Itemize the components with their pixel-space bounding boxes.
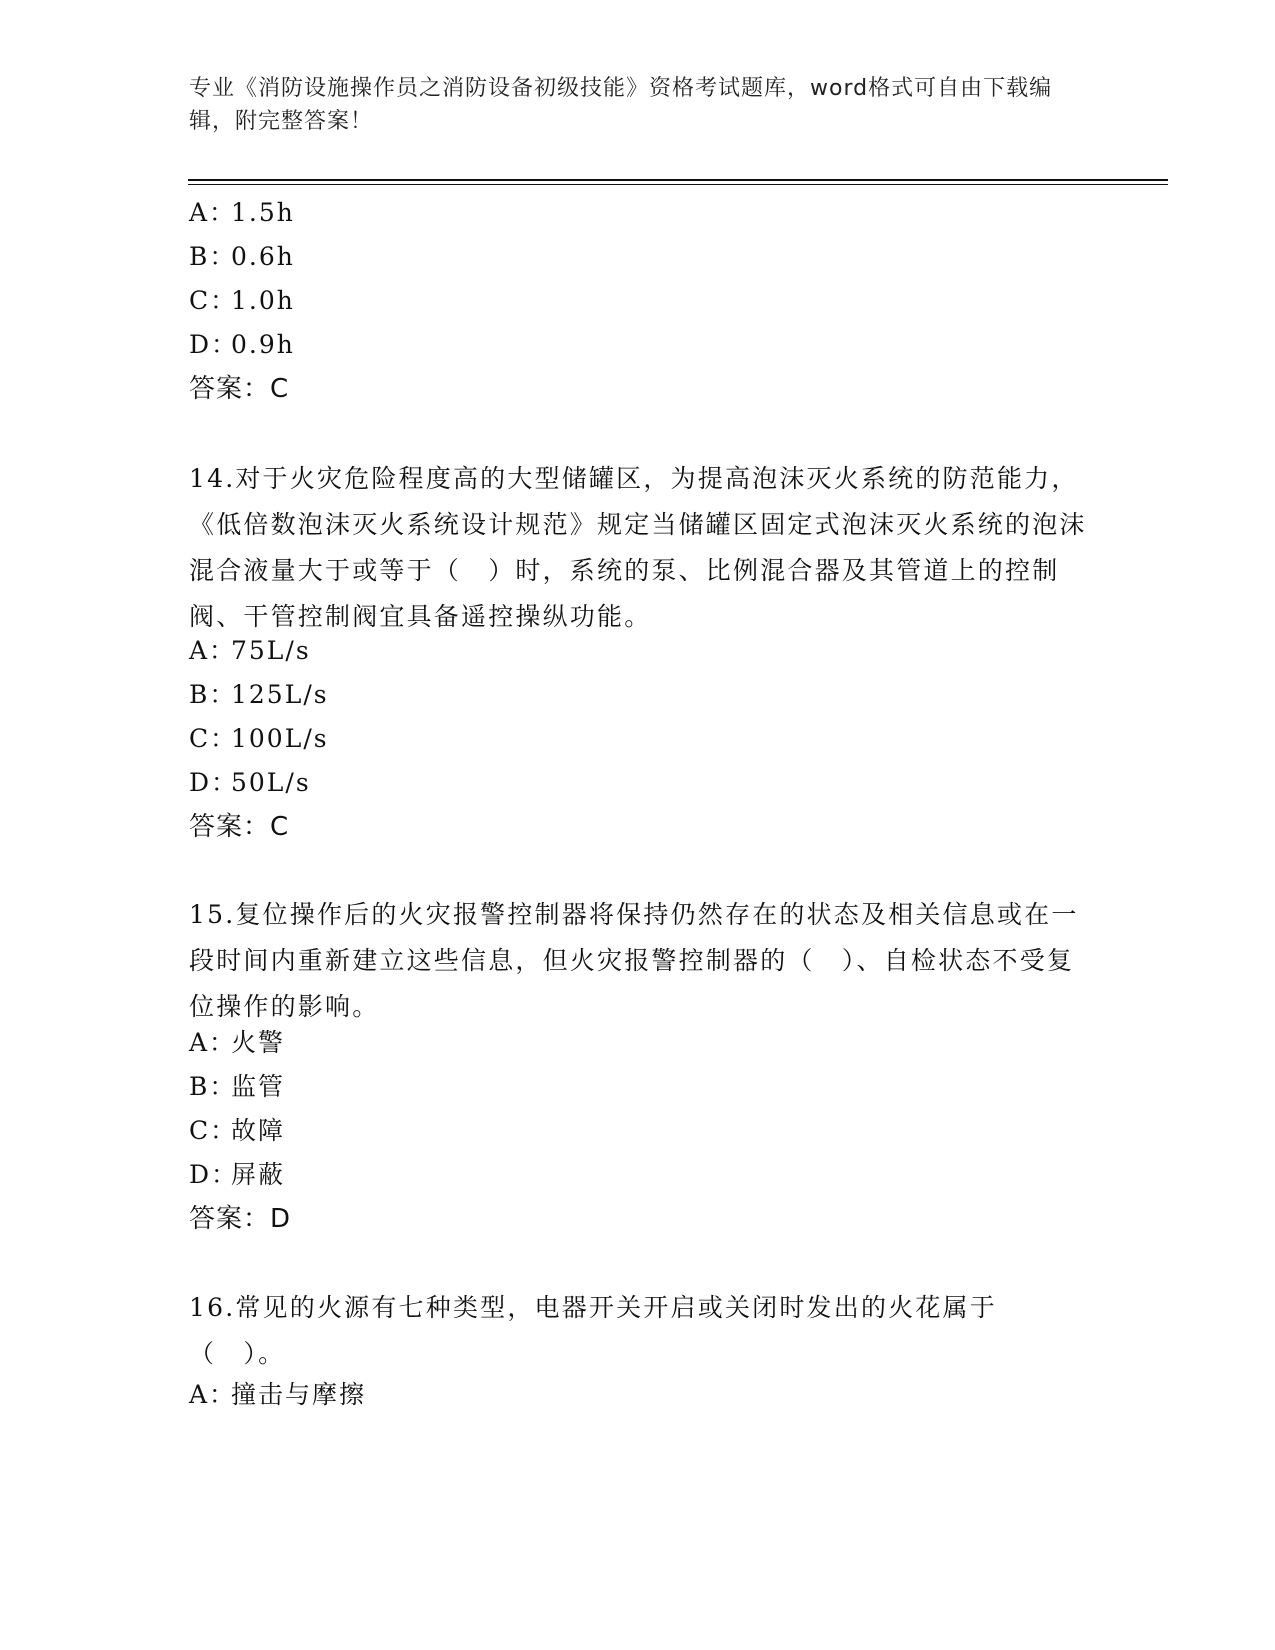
option-label: D： bbox=[189, 330, 239, 359]
option-label: C： bbox=[189, 724, 238, 753]
q14-option-a bbox=[189, 628, 311, 674]
option-text: 故障 bbox=[231, 1116, 286, 1145]
q15-option-b bbox=[189, 1064, 285, 1110]
q13-answer: 答案：C bbox=[189, 374, 290, 404]
q14-option-b bbox=[189, 672, 329, 718]
option-text: 1.5h bbox=[231, 198, 295, 227]
option-text: 撞击与摩擦 bbox=[231, 1380, 367, 1409]
q14-option-d bbox=[189, 760, 311, 806]
option-label: A： bbox=[189, 198, 237, 227]
q13-option-c bbox=[189, 278, 295, 324]
q14-option-c bbox=[189, 716, 329, 762]
header-divider-thick bbox=[188, 179, 1168, 181]
option-text: 75L/s bbox=[231, 636, 311, 665]
option-label: A： bbox=[189, 1028, 237, 1057]
option-label: D： bbox=[189, 1160, 239, 1189]
option-label: B： bbox=[189, 680, 237, 709]
q13-option-d bbox=[189, 322, 295, 368]
option-text: 50L/s bbox=[231, 768, 311, 797]
option-text: 屏蔽 bbox=[231, 1160, 286, 1189]
option-label: A： bbox=[189, 636, 237, 665]
option-text: 1.0h bbox=[231, 286, 295, 315]
option-text: 125L/s bbox=[231, 680, 329, 709]
q16-question-text: 16.常见的火源有七种类型，电器开关开启或关闭时发出的火花属于（ ）。 bbox=[189, 1293, 997, 1368]
header-divider-thin bbox=[188, 184, 1168, 185]
option-text: 0.6h bbox=[231, 242, 295, 271]
option-label: B： bbox=[189, 242, 237, 271]
option-text: 0.9h bbox=[231, 330, 295, 359]
q14-answer: 答案：C bbox=[189, 812, 290, 842]
option-label: A： bbox=[189, 1380, 237, 1409]
q16-option-a bbox=[189, 1372, 366, 1418]
option-text: 火警 bbox=[231, 1028, 286, 1057]
page-header: 专业《消防设施操作员之消防设备初级技能》资格考试题库，word格式可自由下载编辑，附完整答案！ bbox=[189, 76, 1053, 134]
option-label: D： bbox=[189, 768, 239, 797]
option-text: 监管 bbox=[231, 1072, 286, 1101]
q15-option-a bbox=[189, 1020, 285, 1066]
q13-option-a bbox=[189, 190, 295, 236]
q15-question-text: 15.复位操作后的火灾报警控制器将保持仍然存在的状态及相关信息或在一段时间内重新建立这些信息，但火灾报警控制器的（ ）、自检状态不受复位操作的影响。 bbox=[189, 900, 1079, 1021]
q14-question-text: 14.对于火灾危险程度高的大型储罐区，为提高泡沫灭火系统的防范能力，《低倍数泡沫灭火系统设计规范》规定当储罐区固定式泡沫灭火系统的泡沫混合液量大于或等于（ ）时，系统的泵、比例混合器及其管道上的控制阀、干管控制阀宜具备遥控操纵功能。 bbox=[189, 464, 1087, 631]
option-label: B： bbox=[189, 1072, 237, 1101]
option-label: C： bbox=[189, 286, 238, 315]
q15-answer: 答案：D bbox=[189, 1204, 292, 1234]
q15-option-d bbox=[189, 1152, 285, 1198]
q15-option-c bbox=[189, 1108, 285, 1154]
option-text: 100L/s bbox=[231, 724, 329, 753]
option-label: C： bbox=[189, 1116, 238, 1145]
q13-option-b bbox=[189, 234, 295, 280]
